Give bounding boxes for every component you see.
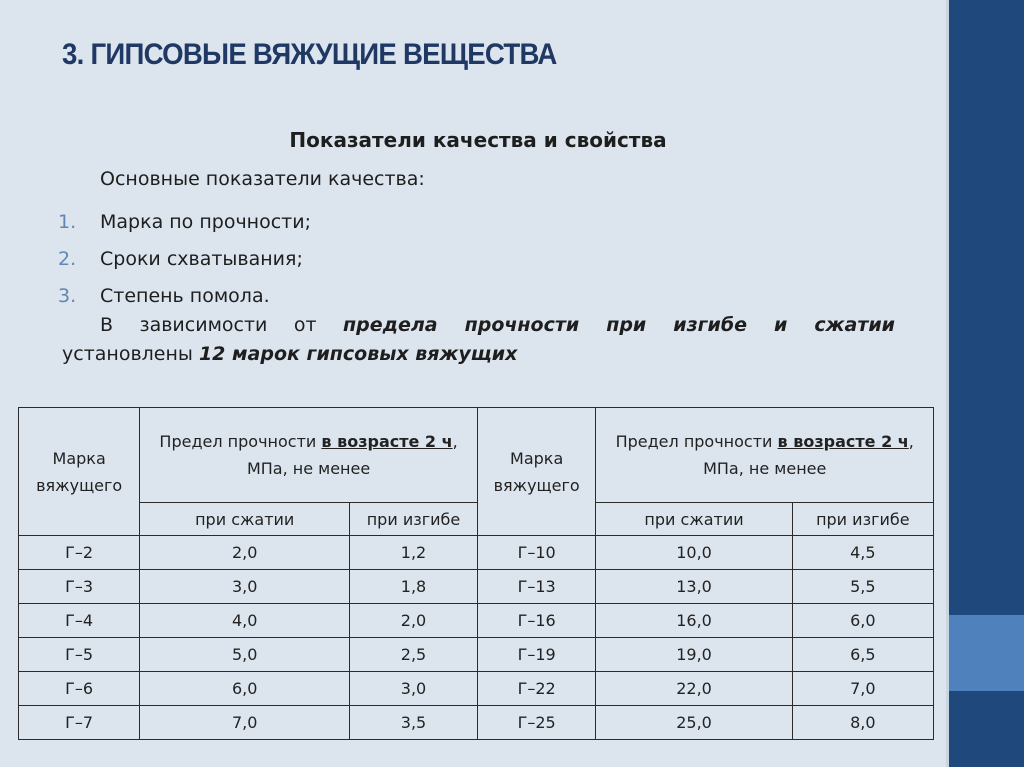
header-strength-text: Предел прочности xyxy=(615,432,778,451)
compress-value: 22,0 xyxy=(596,672,792,706)
compress-value: 7,0 xyxy=(140,706,350,740)
grade-mark: Г–25 xyxy=(477,706,596,740)
paragraph-text: В зависимости от xyxy=(100,314,343,336)
table-subheader-row xyxy=(19,503,934,536)
compress-value: 19,0 xyxy=(596,638,792,672)
bend-value: 4,5 xyxy=(792,536,933,570)
list-number: 2. xyxy=(58,247,77,270)
bend-value: 3,5 xyxy=(350,706,478,740)
paragraph-emphasis: 12 марок гипсовых вяжущих xyxy=(198,343,518,365)
header-bend: при изгибе xyxy=(350,503,478,536)
list-item xyxy=(58,240,311,277)
paragraph-text: установлены xyxy=(62,343,199,365)
compress-value: 5,0 xyxy=(140,638,350,672)
header-strength-age: в возрасте 2 ч xyxy=(777,432,909,451)
intro-text: Основные показатели качества: xyxy=(100,168,425,190)
list-number: 3. xyxy=(58,284,77,307)
grades-table xyxy=(18,407,934,740)
description-paragraph xyxy=(62,311,895,369)
table-row xyxy=(19,706,934,740)
table-row xyxy=(19,570,934,604)
grade-mark: Г–19 xyxy=(477,638,596,672)
grade-mark: Г–2 xyxy=(19,536,140,570)
header-bend: при изгибе xyxy=(792,503,933,536)
list-item xyxy=(58,277,311,314)
grade-mark: Г–4 xyxy=(19,604,140,638)
compress-value: 4,0 xyxy=(140,604,350,638)
slide-title: 3. ГИПСОВЫЕ ВЯЖУЩИЕ ВЕЩЕСТВА xyxy=(62,38,557,71)
grade-mark: Г–10 xyxy=(477,536,596,570)
list-text: Сроки схватывания; xyxy=(100,247,303,270)
compress-value: 16,0 xyxy=(596,604,792,638)
compress-value: 6,0 xyxy=(140,672,350,706)
header-strength-text: Предел прочности xyxy=(159,432,322,451)
table-row xyxy=(19,672,934,706)
bend-value: 2,5 xyxy=(350,638,478,672)
table-header-row xyxy=(19,408,934,503)
header-strength-age: в возрасте 2 ч xyxy=(321,432,453,451)
grade-mark: Г–3 xyxy=(19,570,140,604)
section-subtitle: Показатели качества и свойства xyxy=(289,128,667,152)
compress-value: 3,0 xyxy=(140,570,350,604)
bend-value: 6,5 xyxy=(792,638,933,672)
bend-value: 5,5 xyxy=(792,570,933,604)
header-mark: Марка вяжущего xyxy=(19,408,140,536)
quality-list xyxy=(58,203,311,314)
paragraph-line-1 xyxy=(62,311,895,340)
paragraph-emphasis: предела прочности при изгибе и сжатии xyxy=(342,314,895,336)
table-row xyxy=(19,604,934,638)
bend-value: 1,2 xyxy=(350,536,478,570)
header-strength-unit: , МПа, не менее xyxy=(246,432,458,478)
compress-value: 10,0 xyxy=(596,536,792,570)
grade-mark: Г–5 xyxy=(19,638,140,672)
list-number: 1. xyxy=(58,210,77,233)
bend-value: 6,0 xyxy=(792,604,933,638)
bend-value: 1,8 xyxy=(350,570,478,604)
table-row xyxy=(19,536,934,570)
list-item xyxy=(58,203,311,240)
compress-value: 25,0 xyxy=(596,706,792,740)
compress-value: 13,0 xyxy=(596,570,792,604)
bend-value: 8,0 xyxy=(792,706,933,740)
sidebar-accent-block xyxy=(949,615,1024,691)
grade-mark: Г–13 xyxy=(477,570,596,604)
header-strength xyxy=(596,408,934,503)
header-compress: при сжатии xyxy=(596,503,792,536)
grade-mark: Г–6 xyxy=(19,672,140,706)
table-row xyxy=(19,638,934,672)
compress-value: 2,0 xyxy=(140,536,350,570)
header-strength-unit: , МПа, не менее xyxy=(703,432,914,478)
grade-mark: Г–22 xyxy=(477,672,596,706)
grade-mark: Г–7 xyxy=(19,706,140,740)
grade-mark: Г–16 xyxy=(477,604,596,638)
bend-value: 3,0 xyxy=(350,672,478,706)
table-body xyxy=(19,536,934,740)
list-text: Марка по прочности; xyxy=(100,210,311,233)
bend-value: 2,0 xyxy=(350,604,478,638)
header-compress: при сжатии xyxy=(140,503,350,536)
header-strength xyxy=(140,408,478,503)
header-mark: Марка вяжущего xyxy=(477,408,596,536)
list-text: Степень помола. xyxy=(100,284,270,307)
bend-value: 7,0 xyxy=(792,672,933,706)
